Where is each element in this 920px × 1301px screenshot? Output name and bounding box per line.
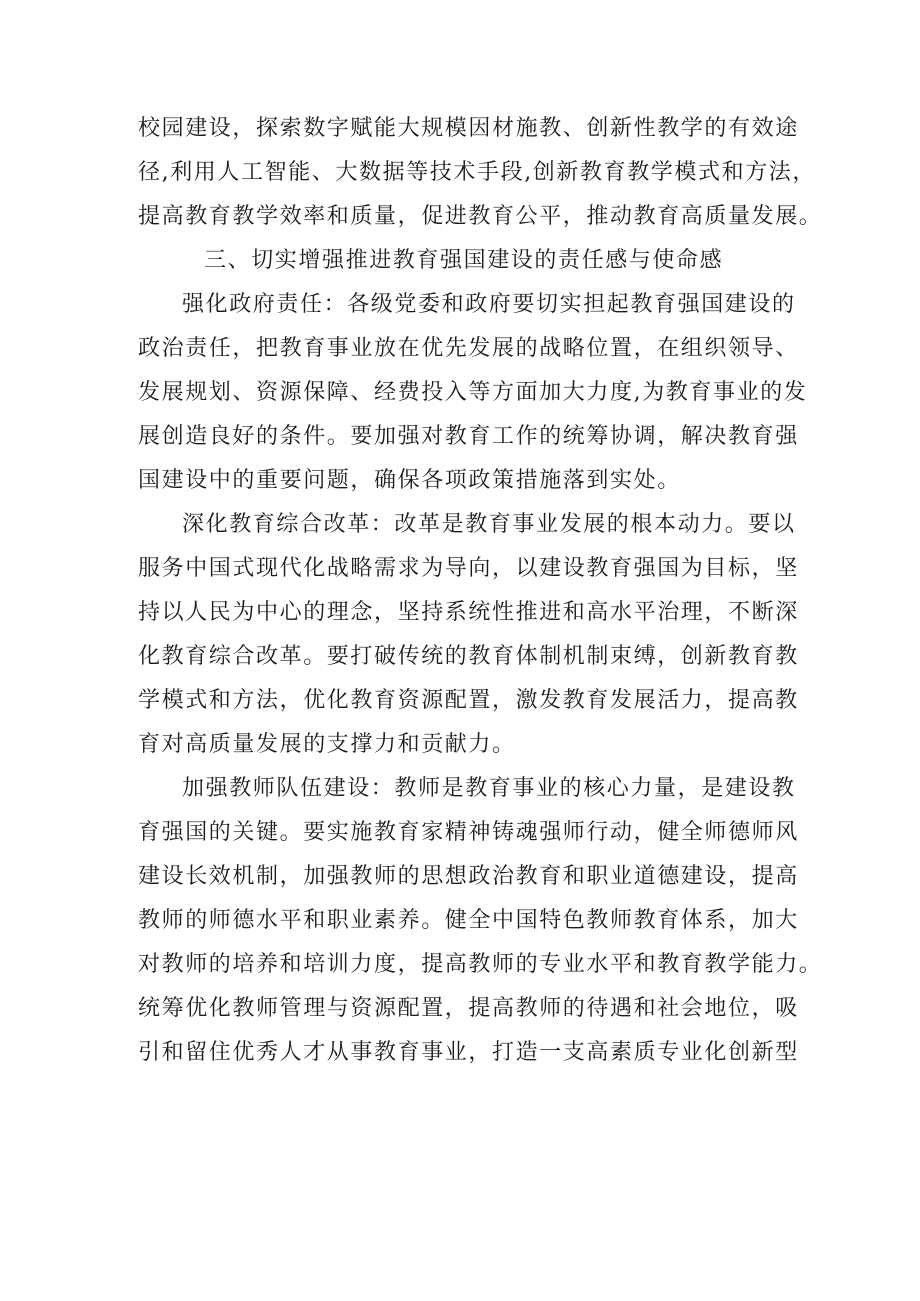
paragraph-line: 育对高质量发展的支撑力和贡献力。 <box>138 732 516 757</box>
paragraph-line: 教师的师德水平和职业素养。健全中国特色教师教育体系，加大 <box>138 908 799 933</box>
paragraph-line: 加强教师队伍建设：教师是教育事业的核心力量，是建设教 <box>182 776 796 801</box>
paragraph-line: 校园建设，探索数字赋能大规模因材施教、创新性教学的有效途 <box>138 116 799 141</box>
paragraph-line: 服务中国式现代化战略需求为导向，以建设教育强国为目标，坚 <box>138 556 799 581</box>
paragraph-line: 国建设中的重要问题，确保各项政策措施落到实处。 <box>138 468 681 493</box>
paragraph-line: 发展规划、资源保障、经费投入等方面加大力度,为教育事业的发 <box>138 380 808 405</box>
body-text <box>138 107 823 1075</box>
paragraph-line: 对教师的培养和培训力度，提高教师的专业水平和教育教学能力。 <box>138 952 823 977</box>
paragraph-line: 育强国的关键。要实施教育家精神铸魂强师行动，健全师德师风 <box>138 820 799 845</box>
paragraph-line: 引和留住优秀人才从事教育事业，打造一支高素质专业化创新型 <box>138 1040 799 1065</box>
paragraph-line: 提高教育教学效率和质量，促进教育公平，推动教育高质量发展。 <box>138 204 823 229</box>
paragraph-line: 统筹优化教师管理与资源配置，提高教师的待遇和社会地位，吸 <box>138 996 799 1021</box>
paragraph-line: 持以人民为中心的理念，坚持系统性推进和高水平治理，不断深 <box>138 600 799 625</box>
paragraph-line: 学模式和方法，优化教育资源配置，激发教育发展活力，提高教 <box>138 688 799 713</box>
paragraph-line: 径,利用人工智能、大数据等技术手段,创新教育教学模式和方法， <box>138 160 816 185</box>
paragraph-line: 建设长效机制，加强教师的思想政治教育和职业道德建设，提高 <box>138 864 799 889</box>
paragraph-line: 化教育综合改革。要打破传统的教育体制机制束缚，创新教育教 <box>138 644 799 669</box>
paragraph-line: 强化政府责任：各级党委和政府要切实担起教育强国建设的 <box>182 292 796 317</box>
paragraph-line: 政治责任，把教育事业放在优先发展的战略位置，在组织领导、 <box>138 336 799 361</box>
paragraph-line: 深化教育综合改革：改革是教育事业发展的根本动力。要以 <box>182 512 796 537</box>
section-heading: 三、切实增强推进教育强国建设的责任感与使命感 <box>204 248 724 273</box>
paragraph-line: 展创造良好的条件。要加强对教育工作的统筹协调，解决教育强 <box>138 424 799 449</box>
